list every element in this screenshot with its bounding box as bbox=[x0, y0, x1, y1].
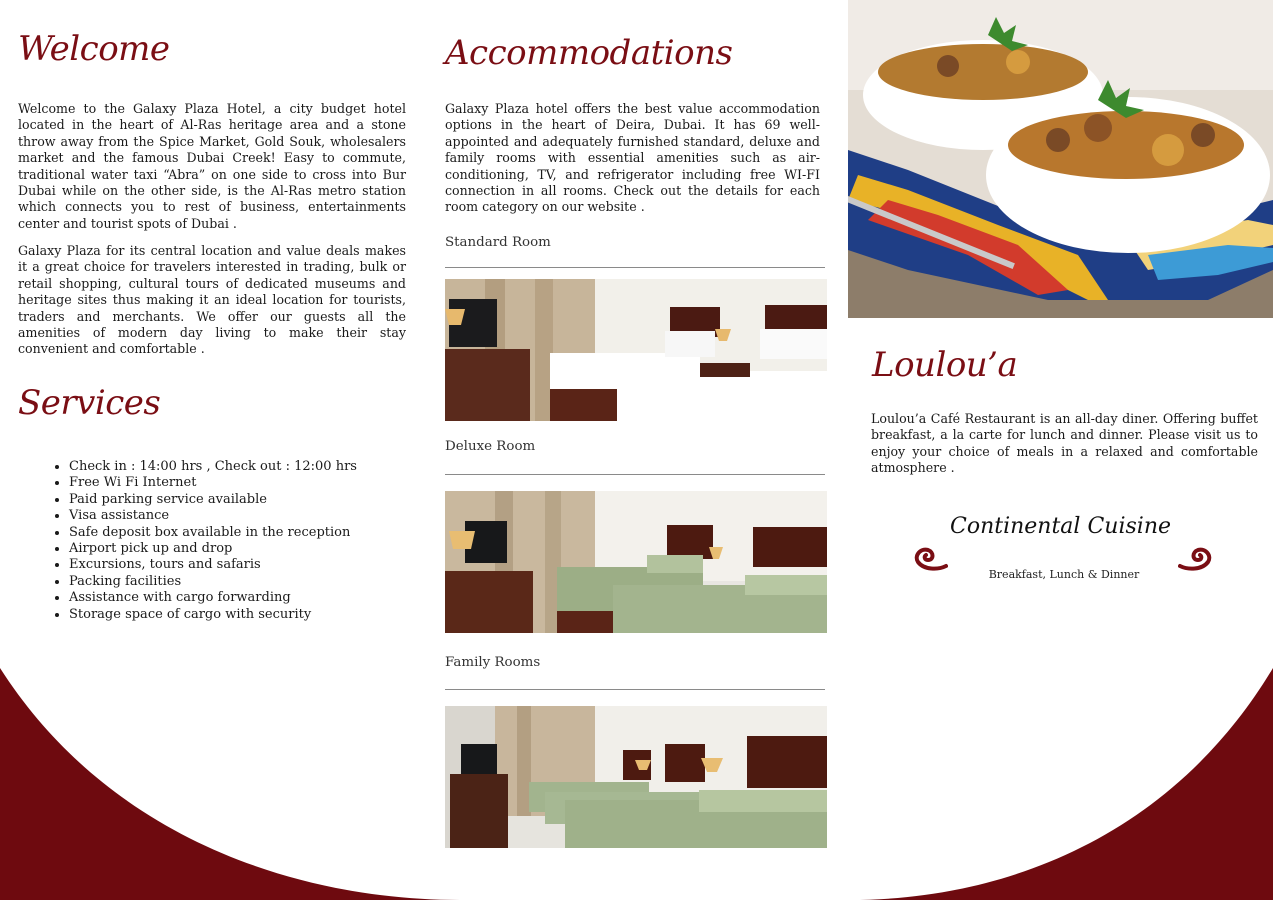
louloua-paragraph: Loulou’a Café Restaurant is an all-day diner. Offering buffet breakfast, a la carte for lunch and dinner. Please visit us to enjoy your choice of meals in a relaxed and comfortable atmosphere . bbox=[871, 411, 1258, 476]
food-photo bbox=[848, 0, 1273, 318]
family-rooms-photo bbox=[445, 706, 827, 848]
deluxe-room-label: Deluxe Room bbox=[445, 439, 536, 454]
list-item: • Packing facilities bbox=[69, 574, 429, 590]
bedroom-image bbox=[445, 706, 827, 848]
maroon-wave bbox=[0, 668, 460, 900]
welcome-paragraph-1: Welcome to the Galaxy Plaza Hotel, a city budget hotel located in the heart of Al-Ras heritage area and a stone throw away from the Spice Market, Gold Souk, wholesalers market and the famous Dubai Creek! Easy to commute, traditional water taxi “Abra” on one side to cross into Bur Dubai while on the other side, is the Al-Ras metro station which connects you to rest of business, entertainments center and tourist spots of Dubai . bbox=[18, 101, 406, 231]
louloua-title: Loulou’a bbox=[872, 345, 1018, 385]
divider bbox=[445, 474, 825, 475]
services-title: Services bbox=[18, 383, 161, 423]
deluxe-room-photo bbox=[445, 491, 827, 633]
standard-room-photo bbox=[445, 279, 827, 421]
bedroom-image bbox=[445, 279, 827, 421]
bedroom-image bbox=[445, 491, 827, 633]
accommodations-paragraph: Galaxy Plaza hotel offers the best value accommodation options in the heart of Deira, Dubai. It has 69 well-appointed and adequately furnished standard, deluxe and family rooms with essential amenities such as air-conditioning, TV, and refrigerator including free WI-FI connection in all rooms. Check out the details for each room category on our website . bbox=[445, 101, 820, 215]
list-item: • Paid parking service available bbox=[69, 492, 429, 508]
list-item: • Check in : 14:00 hrs , Check out : 12:00 hrs bbox=[69, 459, 429, 475]
welcome-title: Welcome bbox=[18, 29, 170, 69]
standard-room-label: Standard Room bbox=[445, 235, 551, 250]
list-item: • Airport pick up and drop bbox=[69, 541, 429, 557]
list-item: • Visa assistance bbox=[69, 508, 429, 524]
services-list bbox=[40, 459, 429, 623]
list-item: • Storage space of cargo with security bbox=[69, 607, 429, 623]
divider bbox=[445, 689, 825, 690]
maroon-wave-right bbox=[850, 668, 1273, 900]
cuisine-title: Continental Cuisine bbox=[949, 514, 1172, 539]
list-item: • Safe deposit box available in the reception bbox=[69, 525, 429, 541]
list-item: • Assistance with cargo forwarding bbox=[69, 590, 429, 606]
cuisine-subtitle: Breakfast, Lunch & Dinner bbox=[988, 568, 1140, 581]
family-rooms-label: Family Rooms bbox=[445, 655, 541, 670]
welcome-paragraph-2: Galaxy Plaza for its central location and value deals makes it a great choice for travelers interested in trading, bulk or retail shopping, cultural tours of dedicated museums and heritage sites thus making it an ideal location for tourists, traders and merchants. We offer our guests all the amenities of modern day living to make their stay convenient and comfortable . bbox=[18, 243, 406, 357]
divider bbox=[445, 267, 825, 268]
list-item: • Excursions, tours and safaris bbox=[69, 557, 429, 573]
food-image bbox=[848, 0, 1273, 318]
accommodations-title: Accommodations bbox=[445, 33, 733, 73]
list-item: • Free Wi Fi Internet bbox=[69, 475, 429, 491]
